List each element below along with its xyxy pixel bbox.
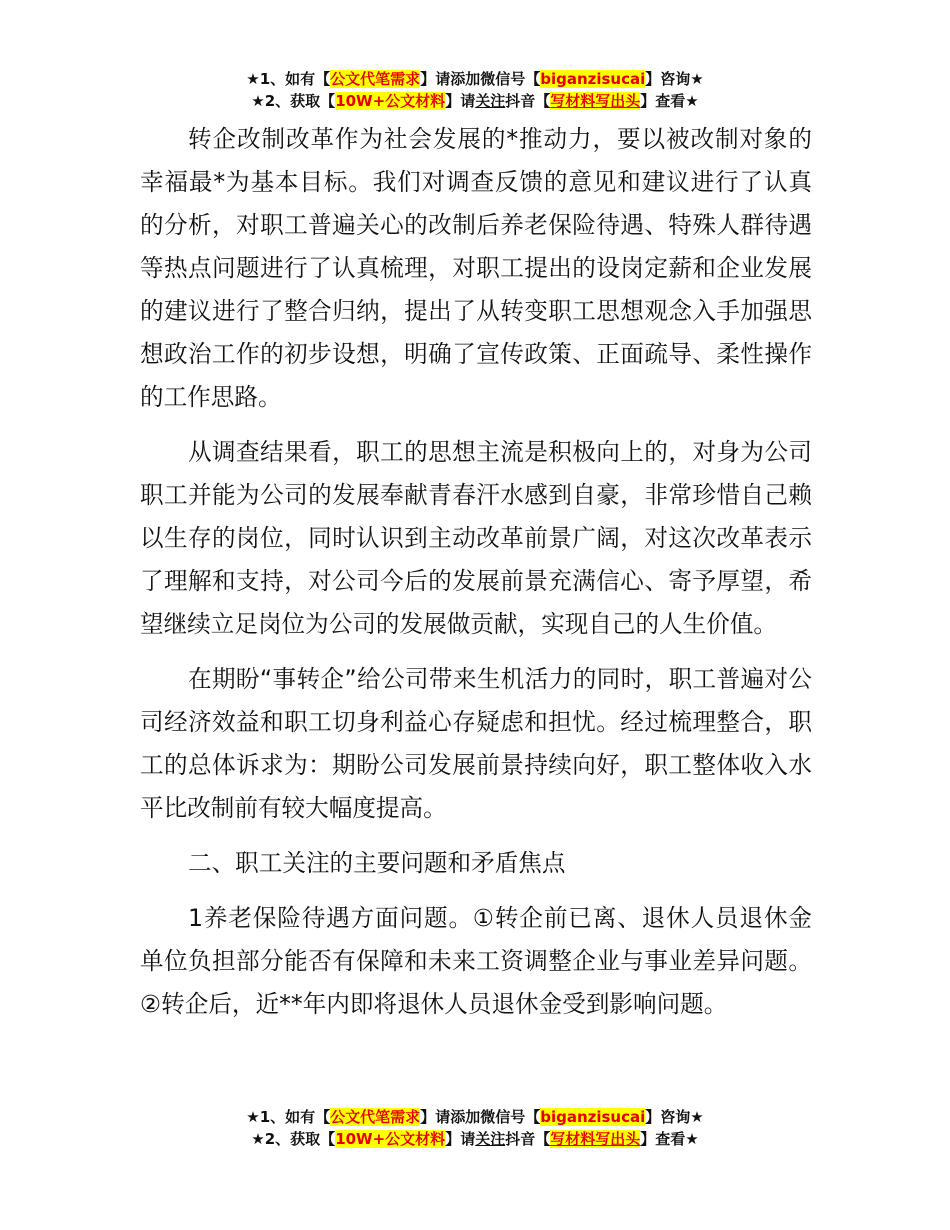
banner-text: 】请添加微信号【 <box>420 70 541 88</box>
banner-text: ★1、如有【 <box>246 70 331 88</box>
banner-underlined-text: 关注 <box>475 92 506 110</box>
footer-banner <box>0 1106 950 1150</box>
banner-text: ★1、如有【 <box>246 1108 331 1126</box>
banner-highlight-service: 公文代笔需求 <box>330 70 421 88</box>
banner-line-2 <box>0 90 950 112</box>
banner-highlight-materials: 10W+公文材料 <box>335 92 446 110</box>
section-heading: 二、职工关注的主要问题和矛盾焦点 <box>188 849 566 877</box>
paragraph-4: 1养老保险待遇方面问题。①转企前已离、退休人员退休金单位负担部分能否有保障和未来工资调整企业与事业差异问题。②转企后，近**年内即将退休人员退休金受到影响问题。 <box>140 904 812 1018</box>
banner-highlight-wechat-id: biganzisucai <box>540 1108 646 1126</box>
document-body <box>140 118 812 1038</box>
banner-text: 】请 <box>445 1130 476 1148</box>
banner-line-2 <box>0 1128 950 1150</box>
banner-text: 】查看★ <box>640 92 699 110</box>
banner-underlined-text: 关注 <box>475 1130 506 1148</box>
banner-line-1 <box>0 68 950 90</box>
banner-text: 】请 <box>445 92 476 110</box>
banner-text: ★2、获取【 <box>251 92 336 110</box>
banner-text: ★2、获取【 <box>251 1130 336 1148</box>
banner-highlight-douyin: 写材料写出头 <box>550 92 641 110</box>
banner-text: 抖音【 <box>505 1130 551 1148</box>
banner-line-1 <box>0 1106 950 1128</box>
paragraph-2: 从调查结果看，职工的思想主流是积极向上的，对身为公司职工并能为公司的发展奉献青春汗水感到自豪，非常珍惜自己赖以生存的岗位，同时认识到主动改革前景广阔，对这次改革表示了理解和支持，对公司今后的发展前景充满信心、寄予厚望，希望继续立足岗位为公司的发展做贡献，实现自己的人生价值。 <box>140 438 812 638</box>
banner-text: 】查看★ <box>640 1130 699 1148</box>
banner-text: 】咨询★ <box>645 70 704 88</box>
banner-text: 】请添加微信号【 <box>420 1108 541 1126</box>
banner-highlight-service: 公文代笔需求 <box>330 1108 421 1126</box>
banner-highlight-materials: 10W+公文材料 <box>335 1130 446 1148</box>
banner-text: 】咨询★ <box>645 1108 704 1126</box>
banner-highlight-douyin: 写材料写出头 <box>550 1130 641 1148</box>
header-banner <box>0 68 950 112</box>
banner-highlight-wechat-id: biganzisucai <box>540 70 646 88</box>
paragraph-1: 转企改制改革作为社会发展的*推动力，要以被改制对象的幸福最*为基本目标。我们对调查反馈的意见和建议进行了认真的分析，对职工普遍关心的改制后养老保险待遇、特殊人群待遇等热点问题进行了认真梳理，对职工提出的设岗定薪和企业发展的建议进行了整合归纳，提出了从转变职工思想观念入手加强思想政治工作的初步设想，明确了宣传政策、正面疏导、柔性操作的工作思路。 <box>140 125 812 411</box>
banner-text: 抖音【 <box>505 92 551 110</box>
paragraph-3: 在期盼“事转企”给公司带来生机活力的同时，职工普遍对公司经济效益和职工切身利益心存疑虑和担忧。经过梳理整合，职工的总体诉求为：期盼公司发展前景持续向好，职工整体收入水平比改制前有较大幅度提高。 <box>140 665 812 822</box>
